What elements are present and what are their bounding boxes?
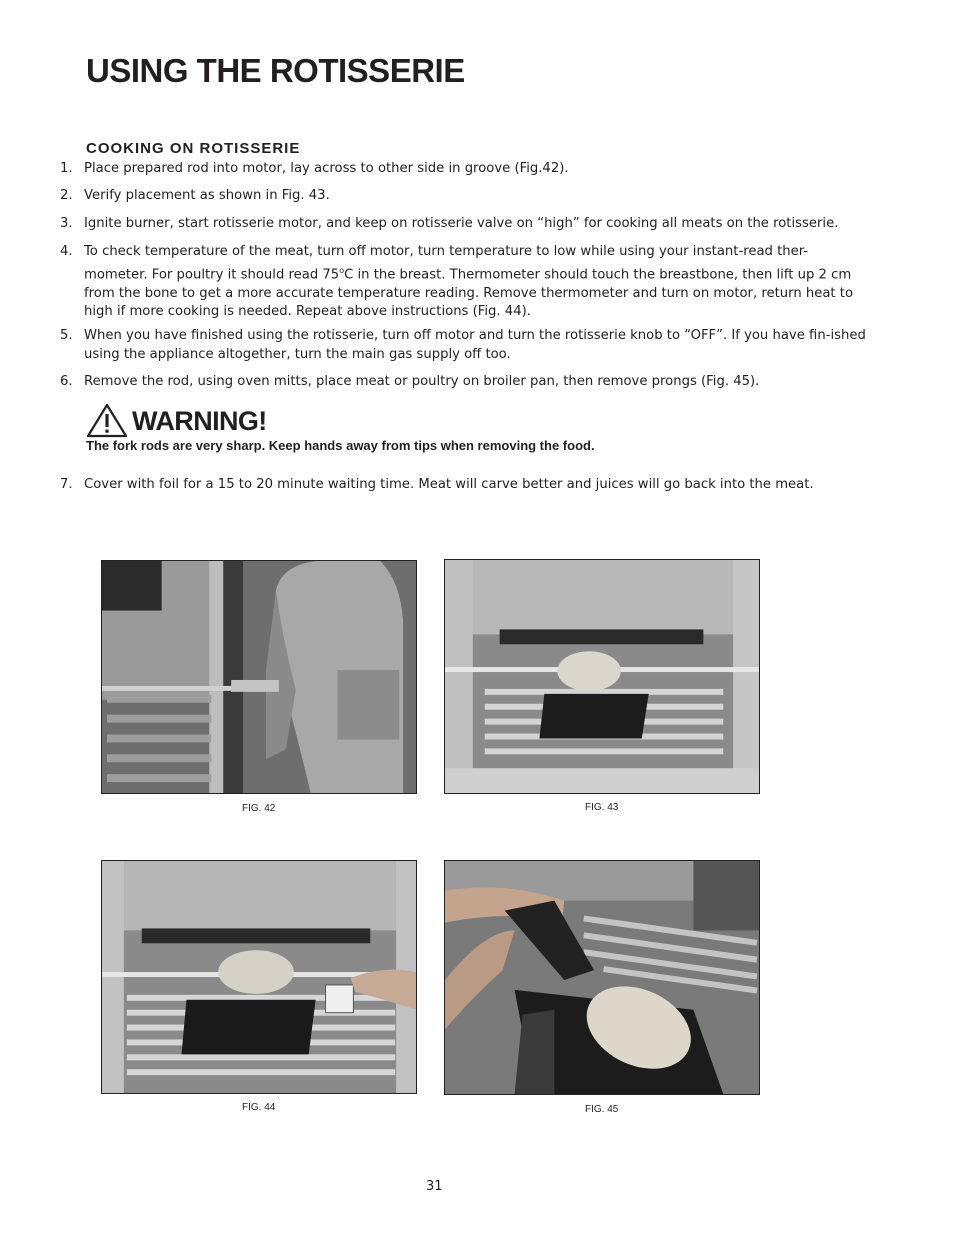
step-3: [60, 215, 870, 234]
step-text: Place prepared rod into motor, lay across to other side in groove (Fig.42).: [84, 161, 569, 176]
step-number: 2.: [60, 188, 73, 203]
step-text: Remove the rod, using oven mitts, place meat or poultry on broiler pan, then remove prongs (Fig. 45).: [84, 374, 760, 389]
step-text: When you have finished using the rotisserie, turn off motor and turn the rotisserie knob to “OFF”. If you have fin-ished using the appliance altogether, turn the main gas supply off too.: [84, 328, 866, 362]
figure-42-photo: [101, 560, 417, 794]
warning-text: The fork rods are very sharp. Keep hands away from tips when removing the food.: [86, 438, 595, 453]
page-number: 31: [426, 1179, 443, 1194]
figure-45-caption: FIG. 45: [585, 1104, 619, 1115]
figure-44-caption: FIG. 44: [242, 1102, 276, 1113]
step-text-part: C in the breast. Thermometer should touch the breastbone, then lift up 2 cm from the bone to get a more accurate temperature reading. Remove thermometer and turn on motor, return heat to high if more cooking is needed. Repeat above instructions (Fig. 44).: [84, 266, 854, 320]
figure-44-photo: [101, 860, 417, 1094]
section-heading: COOKING ON ROTISSERIE: [86, 140, 301, 157]
page-title: USING THE ROTISSERIE: [86, 52, 465, 89]
step-text-part: To check temperature of the meat, turn off motor, turn temperature to low while using your instant-read ther-mometer. For poultry it should read 75: [84, 244, 809, 282]
degree-superscript: o: [339, 265, 345, 275]
step-number: 3.: [60, 216, 73, 231]
warning-title: WARNING!: [132, 406, 267, 436]
step-number: 5.: [60, 328, 73, 343]
figure-43-caption: FIG. 43: [585, 802, 619, 813]
step-text: Cover with foil for a 15 to 20 minute waiting time. Meat will carve better and juices will go back into the meat.: [84, 477, 814, 492]
step-text: Ignite burner, start rotisserie motor, and keep on rotisserie valve on “high” for cooking all meats on the rotisserie.: [84, 216, 839, 231]
step-number: 4.: [60, 244, 73, 259]
step-4: [60, 243, 870, 322]
step-number: 7.: [60, 477, 73, 492]
figure-45-photo: [444, 860, 760, 1095]
step-7: [60, 476, 870, 495]
step-number: 1.: [60, 161, 73, 176]
step-number: 6.: [60, 374, 73, 389]
step-2: [60, 187, 870, 206]
step-text: [84, 243, 870, 322]
step-text: Verify placement as shown in Fig. 43.: [84, 188, 330, 203]
step-1: [60, 160, 870, 179]
figure-42-caption: FIG. 42: [242, 803, 276, 814]
step-6: [60, 373, 870, 392]
figure-43-photo: [444, 559, 760, 794]
step-5: [60, 327, 870, 364]
warning-triangle-icon: [86, 402, 128, 438]
